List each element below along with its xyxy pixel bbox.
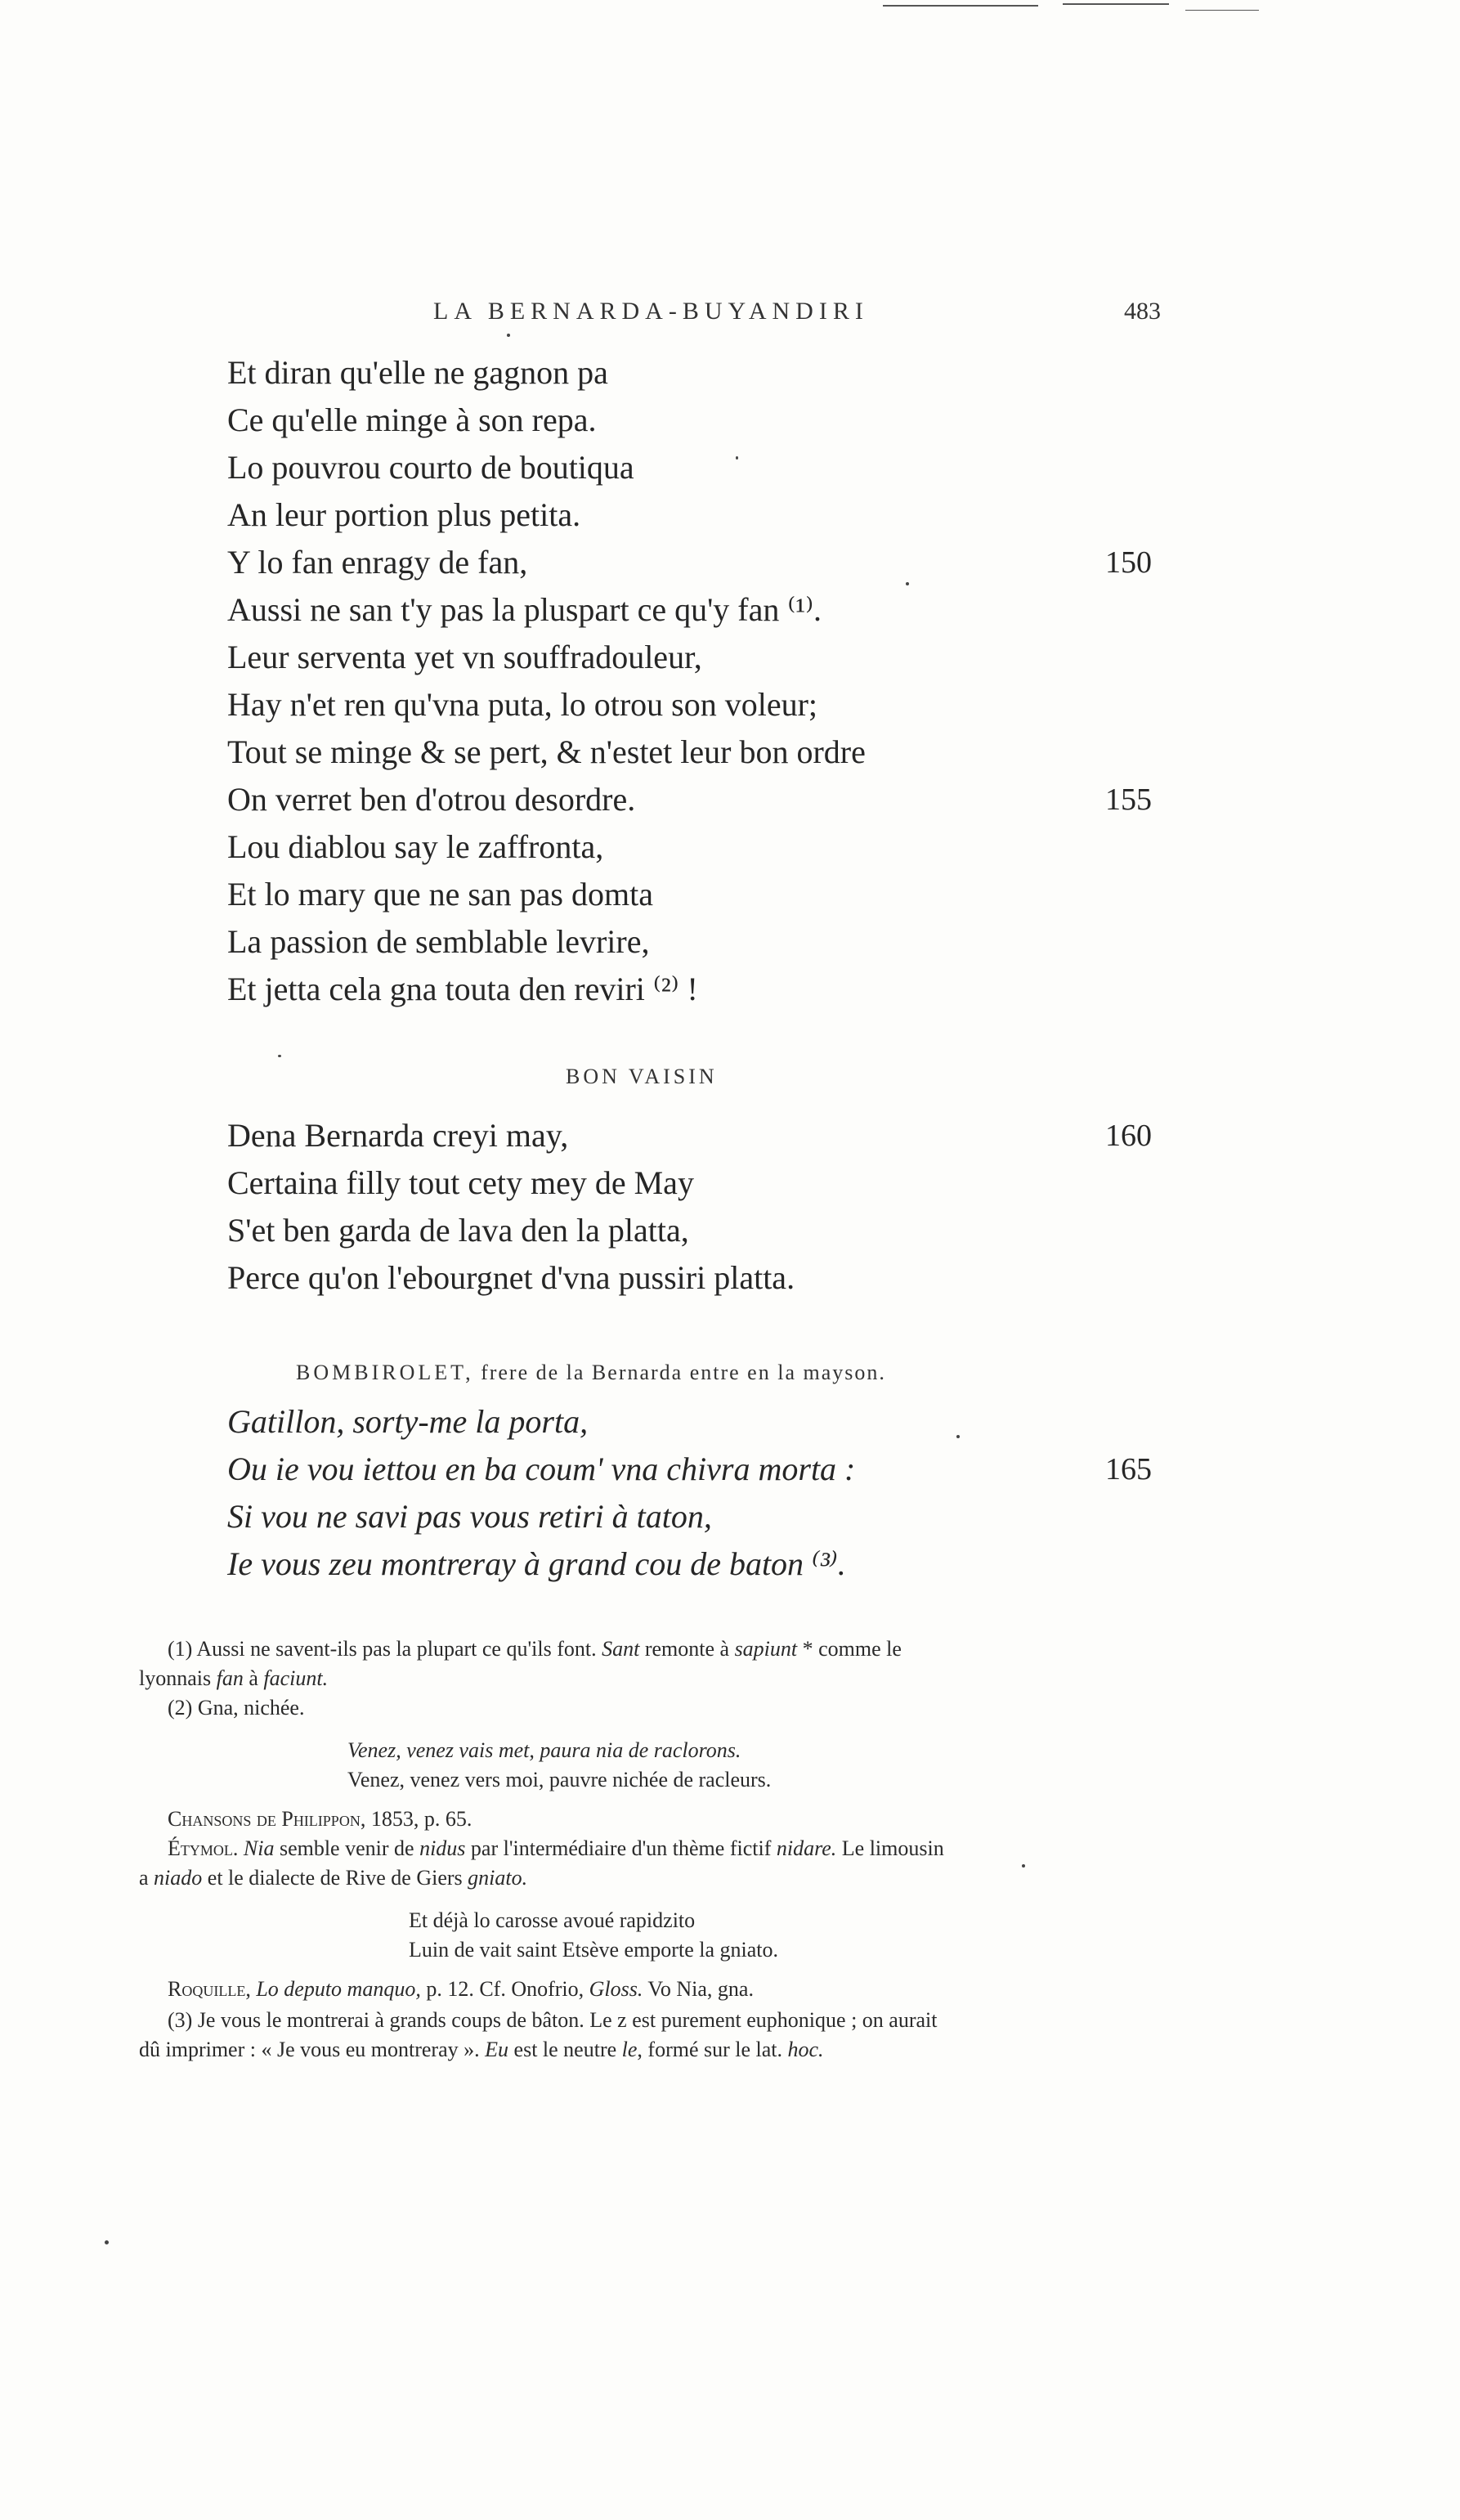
line-number: 155 bbox=[1105, 782, 1152, 817]
verse-text: Lou diablou say le zaffronta, bbox=[227, 828, 604, 865]
note-italic: hoc. bbox=[787, 2038, 824, 2061]
note-italic: fan bbox=[216, 1666, 244, 1690]
note-text: , formé sur le lat. bbox=[637, 2038, 788, 2061]
ink-speck bbox=[105, 2240, 109, 2244]
verse-line bbox=[227, 729, 1192, 776]
footnote-etymology-line-2 bbox=[139, 1864, 1181, 1892]
stage-direction bbox=[296, 1361, 886, 1385]
note-italic: gniato. bbox=[468, 1866, 528, 1890]
verse-text: Hay n'et ren qu'vna puta, lo otrou son voleur; bbox=[227, 686, 818, 723]
verse-line bbox=[227, 1540, 1192, 1588]
verse-text: Tout se minge & se pert, & n'estet leur bon ordre bbox=[227, 733, 866, 770]
footnote-3-line-1: (3) Je vous le montrerai à grands coups de bâton. Le z est purement euphonique ; on aurait bbox=[168, 2008, 938, 2032]
line-number: 160 bbox=[1105, 1119, 1152, 1153]
footnote-2: (2) Gna, nichée. bbox=[168, 1696, 305, 1720]
stage-character: BOMBIROLET, bbox=[296, 1361, 474, 1384]
verse-line bbox=[227, 539, 1192, 586]
verse-block-3 bbox=[227, 1398, 1192, 1588]
page-header bbox=[0, 298, 1460, 339]
ink-speck bbox=[507, 334, 510, 337]
note-smallcaps: Étymol. bbox=[168, 1836, 239, 1860]
verse-block-2 bbox=[227, 1112, 1192, 1302]
verse-line bbox=[227, 1207, 1192, 1254]
note-italic: Gloss. bbox=[589, 1977, 643, 2001]
verse-line bbox=[227, 349, 1192, 397]
verse-text: Et diran qu'elle ne gagnon pa bbox=[227, 354, 608, 391]
note-text: à bbox=[243, 1666, 264, 1690]
verse-line bbox=[227, 1493, 1192, 1540]
verse-text: Leur serventa yet vn souffradouleur, bbox=[227, 639, 702, 675]
verse-text: Et lo mary que ne san pas domta bbox=[227, 876, 653, 912]
note-italic: Lo deputo manquo, bbox=[250, 1977, 421, 2001]
verse-text: Ce qu'elle minge à son repa. bbox=[227, 401, 597, 438]
verse-line bbox=[227, 1398, 1192, 1446]
note-italic: Sant bbox=[602, 1637, 640, 1661]
footnote-quote: Et déjà lo carosse avoué rapidzito bbox=[409, 1908, 696, 1932]
verse-line bbox=[227, 918, 1192, 966]
note-italic: sapiunt bbox=[734, 1637, 798, 1661]
stage-text: frere de la Bernarda entre en la mayson. bbox=[473, 1361, 886, 1384]
footnote-source bbox=[168, 1975, 1210, 2003]
running-title: LA BERNARDA-BUYANDIRI bbox=[433, 298, 869, 325]
note-text: 1853, p. 65. bbox=[365, 1807, 472, 1831]
line-number: 165 bbox=[1105, 1452, 1152, 1486]
verse-line bbox=[227, 871, 1192, 918]
verse-text: Et jetta cela gna touta den reviri ⁽²⁾ ! bbox=[227, 971, 698, 1007]
top-rule bbox=[1063, 3, 1169, 5]
footnote-quote: Luin de vait saint Etsève emporte la gniato. bbox=[409, 1938, 778, 1962]
note-italic: nidus bbox=[419, 1836, 466, 1860]
verse-line bbox=[227, 1446, 1192, 1493]
verse-line bbox=[227, 634, 1192, 681]
footnote-etymology-line-1 bbox=[168, 1835, 1210, 1863]
verse-line bbox=[227, 1159, 1192, 1207]
top-rule bbox=[1185, 10, 1259, 11]
verse-text: Si vou ne savi pas vous retiri à taton, bbox=[227, 1498, 712, 1535]
verse-text: An leur portion plus petita. bbox=[227, 496, 581, 533]
verse-text: Gatillon, sorty-me la porta, bbox=[227, 1403, 589, 1440]
verse-text: Lo pouvrou courto de boutiqua bbox=[227, 449, 634, 486]
verse-line bbox=[227, 776, 1192, 823]
note-italic: nidare. bbox=[776, 1836, 837, 1860]
ink-speck bbox=[278, 1055, 281, 1057]
note-text: semble venir de bbox=[274, 1836, 420, 1860]
note-text: lyonnais bbox=[139, 1666, 217, 1690]
verse-text: Y lo fan enragy de fan, bbox=[227, 544, 528, 581]
note-text: dû imprimer : « Je vous eu montreray ». bbox=[139, 2038, 486, 2061]
footnote-1-line-2 bbox=[139, 1665, 1181, 1693]
ink-speck bbox=[736, 456, 738, 460]
verse-text: La passion de semblable levrire, bbox=[227, 923, 650, 960]
ink-speck bbox=[956, 1435, 960, 1438]
ink-speck bbox=[906, 582, 909, 585]
footnote-1-line-1 bbox=[168, 1635, 1210, 1663]
note-italic: Eu bbox=[485, 2038, 509, 2061]
note-text: par l'intermédiaire d'un thème fictif bbox=[465, 1836, 777, 1860]
note-italic: niado bbox=[154, 1866, 203, 1890]
speaker-heading: BON VAISIN bbox=[566, 1065, 718, 1088]
note-text: (1) Aussi ne savent-ils pas la plupart ce qu'ils font. bbox=[168, 1637, 597, 1661]
note-text: p. 12. Cf. Onofrio, bbox=[420, 1977, 589, 2001]
note-text: a bbox=[139, 1866, 155, 1890]
note-text: Vo Nia, gna. bbox=[643, 1977, 754, 2001]
verse-text: Ie vous zeu montreray à grand cou de baton ⁽³⁾. bbox=[227, 1545, 846, 1582]
page-number: 483 bbox=[1124, 298, 1161, 325]
verse-line bbox=[227, 966, 1192, 1013]
note-italic: le bbox=[621, 2038, 638, 2061]
note-italic: faciunt. bbox=[263, 1666, 329, 1690]
verse-line bbox=[227, 491, 1192, 539]
note-text: * comme le bbox=[802, 1637, 902, 1661]
note-text: Le limousin bbox=[836, 1836, 944, 1860]
footnote-quote: Venez, venez vais met, paura nia de raclorons. bbox=[347, 1738, 741, 1762]
verse-line bbox=[227, 444, 1192, 491]
verse-line bbox=[227, 586, 1192, 634]
footnote-source bbox=[168, 1805, 1210, 1833]
verse-line bbox=[227, 397, 1192, 444]
verse-line bbox=[227, 1112, 1192, 1159]
verse-text: Certaina filly tout cety mey de May bbox=[227, 1164, 694, 1201]
note-smallcaps: Chansons de Philippon, bbox=[168, 1807, 366, 1831]
verse-text: Aussi ne san t'y pas la pluspart ce qu'y fan ⁽¹⁾. bbox=[227, 591, 822, 628]
ink-speck bbox=[1022, 1864, 1025, 1868]
note-italic: Nia bbox=[243, 1836, 275, 1860]
line-number: 150 bbox=[1105, 545, 1152, 580]
verse-text: On verret ben d'otrou desordre. bbox=[227, 781, 636, 818]
note-text: et le dialecte de Rive de Giers bbox=[202, 1866, 468, 1890]
verse-line bbox=[227, 1254, 1192, 1302]
verse-line bbox=[227, 823, 1192, 871]
verse-text: Perce qu'on l'ebourgnet d'vna pussiri platta. bbox=[227, 1259, 795, 1296]
verse-text: S'et ben garda de lava den la platta, bbox=[227, 1212, 689, 1249]
note-text: remonte à bbox=[639, 1637, 735, 1661]
footnote-quote: Venez, venez vers moi, pauvre nichée de racleurs. bbox=[347, 1768, 772, 1791]
note-text: est le neutre bbox=[508, 2038, 622, 2061]
verse-line bbox=[227, 681, 1192, 729]
footnote-3-line-2 bbox=[139, 2036, 1181, 2064]
verse-block-1 bbox=[227, 349, 1192, 1013]
verse-text: Dena Bernarda creyi may, bbox=[227, 1117, 569, 1154]
top-rule bbox=[883, 5, 1038, 7]
verse-text: Ou ie vou iettou en ba coum' vna chivra morta : bbox=[227, 1451, 856, 1487]
note-smallcaps: Roquille, bbox=[168, 1977, 251, 2001]
